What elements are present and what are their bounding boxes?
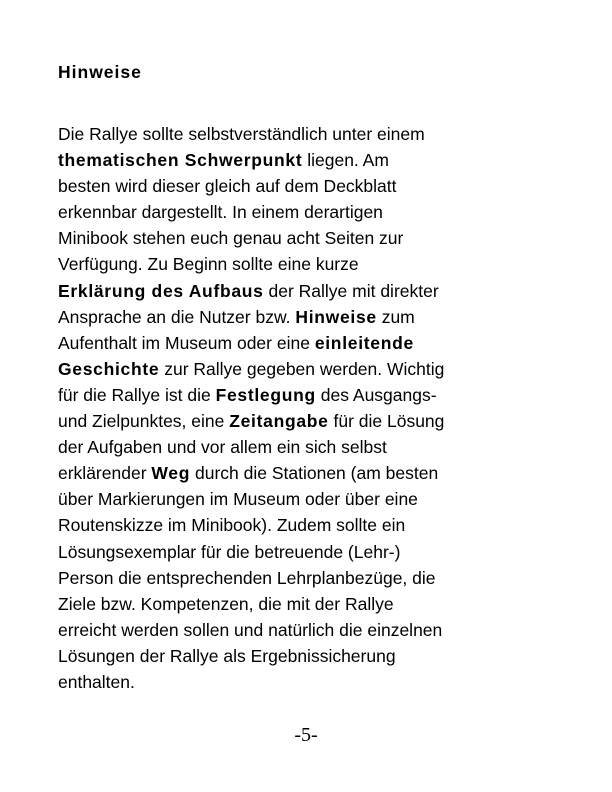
text-segment: besten wird dieser gleich auf dem Deckblatt xyxy=(58,176,397,197)
page-number: -5- xyxy=(294,724,318,746)
text-segment: Ziele bzw. Kompetenzen, die mit der Rallye xyxy=(58,593,394,614)
text-line xyxy=(58,278,558,304)
text-line xyxy=(58,173,558,199)
body-paragraph xyxy=(58,121,558,695)
text-segment: Ansprache an die Nutzer bzw. xyxy=(58,306,296,327)
text-segment: erreicht werden sollen und natürlich die einzelnen xyxy=(58,619,443,640)
text-segment: der Aufgaben und vor allem ein sich selbst xyxy=(58,437,387,458)
text-segment: Lösungen der Rallye als Ergebnissicherung xyxy=(58,645,396,666)
text-line xyxy=(58,591,558,617)
text-segment: erkennbar dargestellt. In einem derartigen xyxy=(58,202,383,223)
text-segment: für die Lösung xyxy=(328,411,445,432)
text-line xyxy=(58,434,558,460)
emphasized-text: Erklärung des Aufbaus xyxy=(58,280,264,301)
text-segment: durch die Stationen (am besten xyxy=(190,463,439,484)
emphasized-text: thematischen Schwerpunkt xyxy=(58,150,303,171)
text-line xyxy=(58,225,558,251)
text-segment: Lösungsexemplar für die betreuende (Lehr-) xyxy=(58,541,401,562)
emphasized-text: Zeitangabe xyxy=(229,411,329,432)
text-segment: Aufenthalt im Museum oder eine xyxy=(58,332,315,353)
text-line xyxy=(58,147,558,173)
text-line xyxy=(58,304,558,330)
emphasized-text: einleitende xyxy=(314,332,414,353)
text-line xyxy=(58,539,558,565)
text-line xyxy=(58,330,558,356)
text-segment: und Zielpunktes, eine xyxy=(58,411,230,432)
text-segment: für die Rallye ist die xyxy=(58,384,216,405)
text-line xyxy=(58,486,558,512)
text-segment: zur Rallye gegeben werden. Wichtig xyxy=(159,358,445,379)
text-line xyxy=(58,251,558,277)
text-line xyxy=(58,669,558,695)
text-segment: zum xyxy=(376,306,415,327)
text-line xyxy=(58,199,558,225)
text-line xyxy=(58,382,558,408)
text-line xyxy=(58,565,558,591)
text-segment: Routenskizze im Minibook). Zudem sollte ein xyxy=(58,515,406,536)
text-line xyxy=(58,408,558,434)
text-segment: Minibook stehen euch genau acht Seiten zur xyxy=(58,228,404,249)
text-line xyxy=(58,460,558,486)
emphasized-text: Weg xyxy=(151,463,191,484)
text-segment: enthalten. xyxy=(58,671,135,692)
text-segment: erklärender xyxy=(58,463,152,484)
text-segment: der Rallye mit direkter xyxy=(263,280,439,301)
text-line xyxy=(58,121,558,147)
text-segment: liegen. Am xyxy=(302,150,389,171)
text-line xyxy=(58,512,558,538)
text-segment: über Markierungen im Museum oder über eine xyxy=(58,489,418,510)
text-line xyxy=(58,617,558,643)
emphasized-text: Hinweise xyxy=(295,306,377,327)
text-line xyxy=(58,356,558,382)
section-heading: Hinweise xyxy=(58,62,142,82)
text-segment: des Ausgangs- xyxy=(315,384,437,405)
emphasized-text: Geschichte xyxy=(58,358,160,379)
text-segment: Verfügung. Zu Beginn sollte eine kurze xyxy=(58,254,359,275)
text-segment: Die Rallye sollte selbstverständlich unter einem xyxy=(58,124,425,144)
emphasized-text: Festlegung xyxy=(215,384,316,405)
text-line xyxy=(58,643,558,669)
text-segment: Person die entsprechenden Lehrplanbezüge, die xyxy=(58,567,436,588)
